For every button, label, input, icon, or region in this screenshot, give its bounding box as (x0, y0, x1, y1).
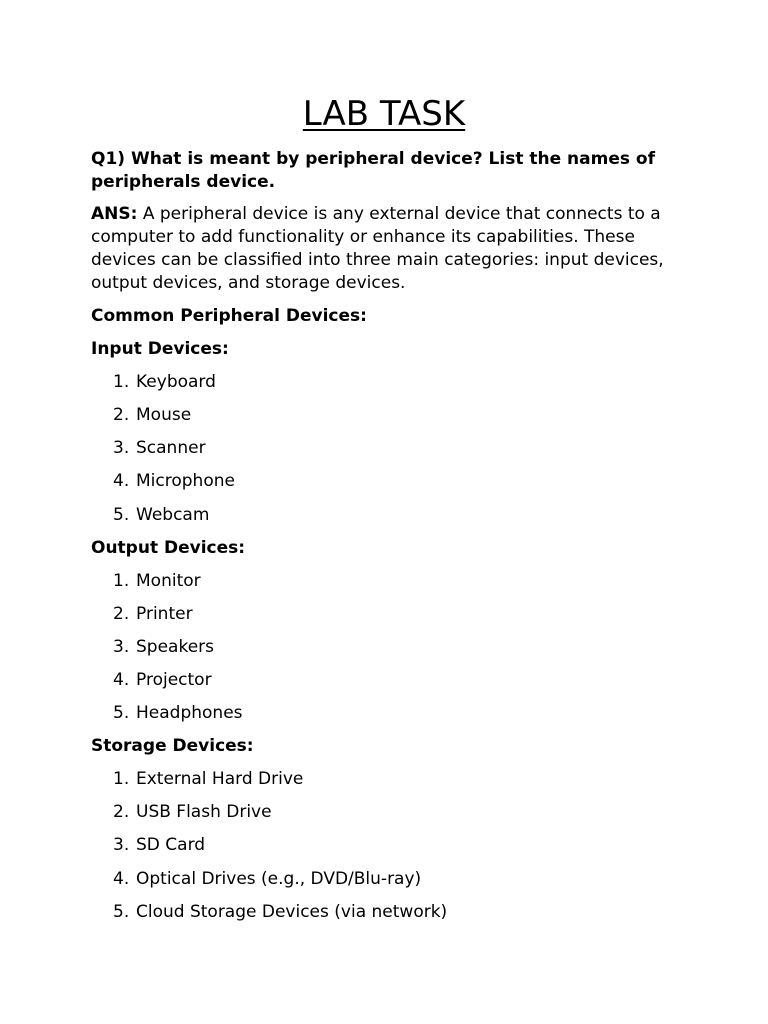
list-item (113, 801, 272, 824)
list-item-number: 2. (113, 604, 130, 624)
list-item-number: 1. (113, 372, 130, 392)
list-item (113, 702, 243, 725)
answer-text: A peripheral device is any external device that connects to a computer to add functionality or enhance its capabilities. These devices can be classified into three main categories: input devices, output devices, and storage devices. (91, 204, 664, 293)
list-item (113, 768, 303, 791)
list-item-text: SD Card (136, 835, 206, 855)
list-item (113, 404, 191, 427)
list-item-text: Mouse (136, 405, 192, 425)
list-item-number: 2. (113, 802, 130, 822)
list-item-text: Cloud Storage Devices (via network) (136, 902, 448, 922)
list-item-number: 3. (113, 835, 130, 855)
list-item-text: USB Flash Drive (136, 802, 272, 822)
list-item-number: 5. (113, 505, 130, 525)
list-item-text: Optical Drives (e.g., DVD/Blu-ray) (136, 869, 422, 889)
list-item (113, 834, 205, 857)
answer-paragraph (91, 203, 691, 295)
input-devices-heading: Input Devices: (91, 339, 229, 359)
list-item-text: Monitor (136, 571, 201, 591)
question-text: Q1) What is meant by peripheral device? List the names of peripherals device. (91, 149, 655, 192)
output-devices-heading: Output Devices: (91, 538, 246, 558)
list-item (113, 470, 235, 493)
common-devices-heading: Common Peripheral Devices: (91, 306, 367, 326)
list-item-text: Speakers (136, 637, 215, 657)
list-item-number: 3. (113, 637, 130, 657)
list-item-text: Microphone (136, 471, 235, 491)
list-item (113, 371, 216, 394)
list-item (113, 504, 209, 527)
list-item (113, 901, 447, 924)
page-title: LAB TASK (302, 94, 466, 134)
list-item-text: Keyboard (136, 372, 216, 392)
storage-devices-heading: Storage Devices: (91, 736, 254, 756)
list-item (113, 636, 214, 659)
list-item-text: Printer (136, 604, 193, 624)
list-item-text: Scanner (136, 438, 206, 458)
list-item-number: 1. (113, 769, 130, 789)
list-item (113, 603, 193, 626)
list-item-number: 5. (113, 902, 130, 922)
list-item-number: 4. (113, 670, 130, 690)
list-item (113, 669, 212, 692)
list-item (113, 570, 201, 593)
list-item-number: 4. (113, 471, 130, 491)
list-item-number: 3. (113, 438, 130, 458)
list-item-number: 1. (113, 571, 130, 591)
list-item-number: 2. (113, 405, 130, 425)
list-item (113, 437, 206, 460)
list-item (113, 868, 421, 891)
list-item-number: 4. (113, 869, 130, 889)
list-item-number: 5. (113, 703, 130, 723)
list-item-text: External Hard Drive (136, 769, 304, 789)
list-item-text: Headphones (136, 703, 243, 723)
answer-label: ANS: (91, 204, 138, 224)
list-item-text: Projector (136, 670, 212, 690)
list-item-text: Webcam (136, 505, 210, 525)
